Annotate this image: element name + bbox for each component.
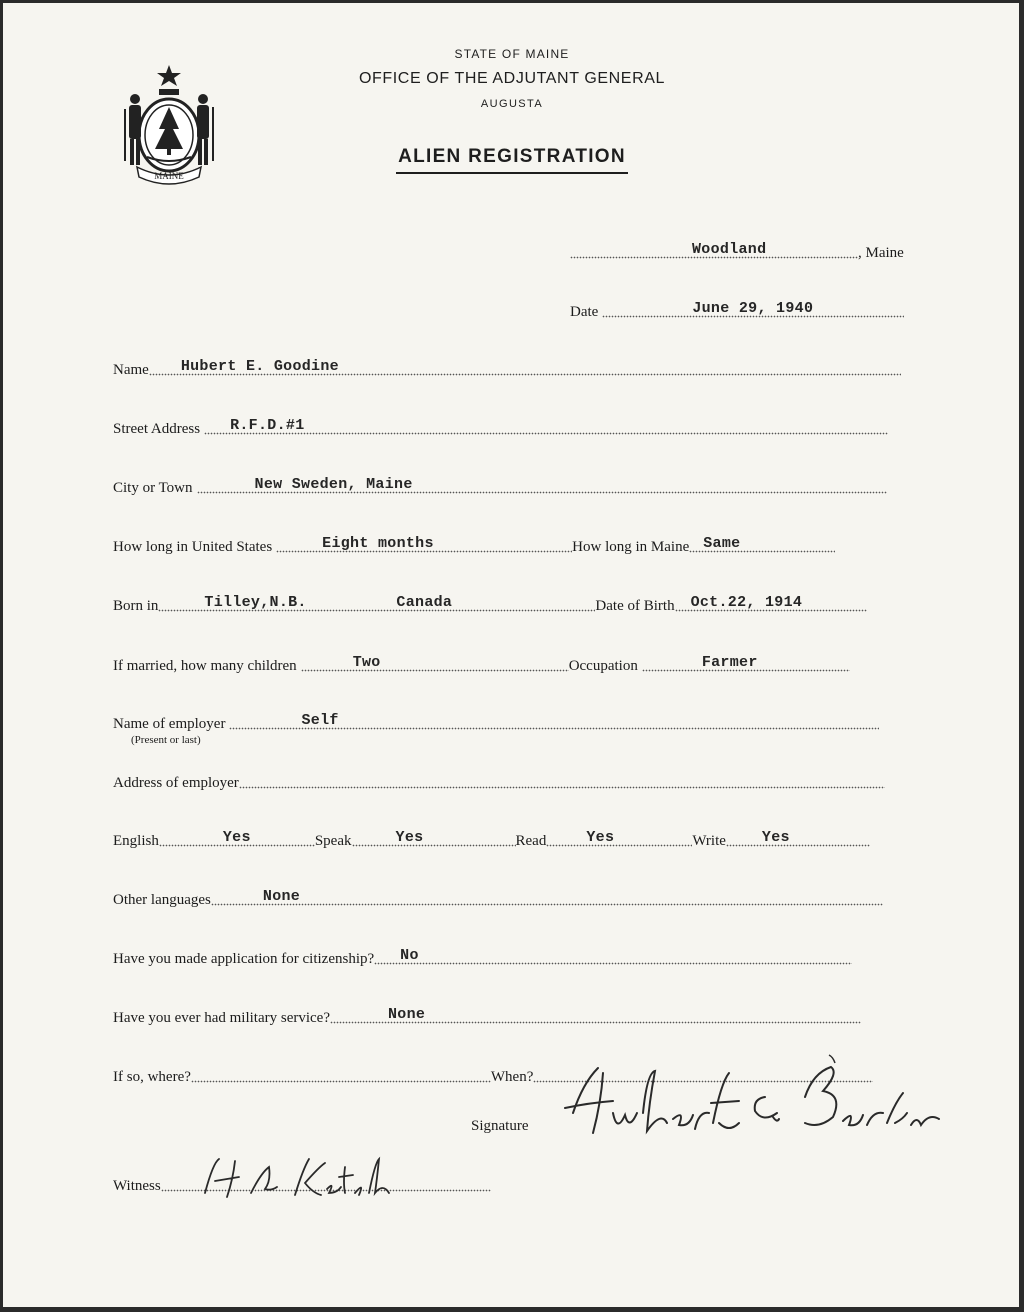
city-value: New Sweden, Maine: [254, 476, 413, 493]
citizenship-label: Have you made application for citizenship?: [113, 951, 375, 967]
born-in-line[interactable]: [158, 592, 595, 612]
city-label: City or Town: [113, 480, 193, 496]
name-value: Hubert E. Goodine: [180, 358, 339, 375]
date-row: [570, 296, 904, 320]
employer-line[interactable]: [229, 710, 879, 730]
witness-label: Witness: [113, 1178, 161, 1194]
other-languages-line[interactable]: [211, 886, 883, 906]
witness-handwriting-icon: [199, 1153, 399, 1203]
how-long-us-value: Eight months: [322, 535, 434, 552]
signature-label: Signature: [471, 1118, 529, 1134]
citizenship-row: [113, 943, 852, 967]
write-label: Write: [692, 833, 726, 849]
children-value: Two: [352, 654, 381, 671]
date-label: Date: [570, 304, 599, 320]
city-row: [113, 472, 887, 496]
residency-row: [113, 531, 835, 555]
how-long-us-line[interactable]: [276, 533, 572, 553]
street-address-label: Street Address: [113, 421, 201, 437]
name-row: [113, 354, 901, 378]
employer-value: Self: [301, 712, 339, 729]
how-long-maine-label: How long in Maine: [572, 539, 690, 555]
form-title: [0, 146, 1024, 174]
other-languages-row: [113, 884, 883, 908]
citizenship-line[interactable]: [374, 945, 852, 965]
occupation-label: Occupation: [568, 658, 638, 674]
read-label: Read: [515, 833, 547, 849]
where-label: If so, where?: [113, 1069, 191, 1085]
born-in-country: Canada: [396, 594, 453, 611]
how-long-us-label: How long in United States: [113, 539, 273, 555]
place-row: [570, 237, 904, 261]
family-row: [113, 650, 850, 674]
children-line[interactable]: [301, 652, 569, 672]
speak-label: Speak: [314, 833, 352, 849]
street-address-row: [113, 413, 888, 437]
speak-line[interactable]: [352, 827, 516, 847]
read-value: Yes: [586, 829, 615, 846]
street-address-value: R.F.D.#1: [230, 417, 305, 434]
header-state: STATE OF MAINE: [454, 47, 570, 61]
speak-value: Yes: [395, 829, 424, 846]
where-line[interactable]: [191, 1063, 491, 1083]
when-label: When?: [490, 1069, 534, 1085]
other-languages-label: Other languages: [113, 892, 211, 908]
date-of-birth-value: Oct.22, 1914: [690, 594, 803, 611]
birth-row: [113, 590, 867, 614]
read-line[interactable]: [546, 827, 692, 847]
how-long-maine-line[interactable]: [689, 533, 835, 553]
employer-label: [113, 717, 225, 732]
place-label: , Maine: [858, 245, 904, 261]
citizenship-value: No: [400, 947, 419, 964]
witness-value: H. L. Ketch: [199, 1153, 204, 1154]
employer-address-line[interactable]: [239, 769, 885, 789]
employer-address-label: Address of employer: [113, 775, 239, 791]
military-row: [113, 1002, 861, 1026]
place-value: Woodland: [692, 241, 767, 258]
registration-form: [3, 3, 1019, 1307]
place-line[interactable]: [570, 239, 858, 259]
date-of-birth-label: Date of Birth: [595, 598, 675, 614]
name-line[interactable]: [149, 356, 901, 376]
employer-sublabel: (Present or last): [131, 734, 201, 746]
language-row: [113, 825, 870, 849]
signature-value: Hubert E. Goodine: [543, 1053, 551, 1054]
english-line[interactable]: [159, 827, 315, 847]
street-address-line[interactable]: [204, 415, 888, 435]
date-of-birth-line[interactable]: [675, 592, 867, 612]
born-in-value: Tilley,N.B.: [204, 594, 307, 611]
city-line[interactable]: [197, 474, 887, 494]
write-line[interactable]: [726, 827, 870, 847]
employer-row: [113, 708, 879, 732]
seal-label: MAINE: [154, 171, 184, 181]
occupation-line[interactable]: [642, 652, 850, 672]
employer-address-row: [113, 767, 885, 791]
header-city: AUGUSTA: [480, 98, 544, 110]
occupation-value: Farmer: [701, 654, 758, 671]
military-label: Have you ever had military service?: [113, 1010, 330, 1026]
signature-handwriting-icon: [543, 1053, 943, 1143]
form-title-text: ALIEN REGISTRATION: [396, 146, 628, 174]
military-line[interactable]: [330, 1004, 861, 1024]
header-office: OFFICE OF THE ADJUTANT GENERAL: [358, 70, 666, 87]
date-line[interactable]: [602, 298, 904, 318]
other-languages-value: None: [262, 888, 301, 905]
english-value: Yes: [222, 829, 251, 846]
military-value: None: [388, 1006, 426, 1023]
children-label: If married, how many children: [113, 658, 297, 674]
english-label: English: [113, 833, 159, 849]
how-long-maine-value: Same: [703, 535, 741, 552]
write-value: Yes: [761, 829, 790, 846]
born-in-label: Born in: [113, 598, 159, 614]
employer-label-text: Name of employer: [113, 716, 226, 732]
date-value: June 29, 1940: [692, 300, 814, 317]
name-label: Name: [113, 362, 149, 378]
